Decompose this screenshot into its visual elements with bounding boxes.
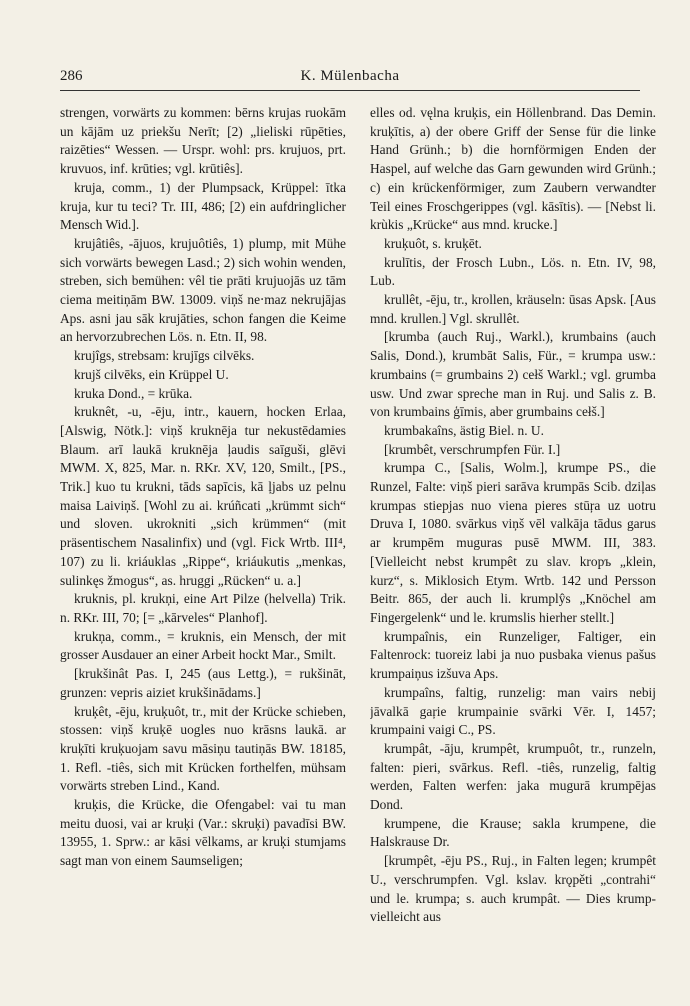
entry-paragraph: kruķis, die Krücke, die Ofengabel: vai tu man meitu duosi, vai ar kruķi (Var.: skruķi) pavadīsi BW. 13955, 1. Sprw.: ar kāsi vēlkams, ar kruķi stumjams sagt man von einem Saumseligen; <box>60 797 346 869</box>
entry-paragraph: krumbakaîns, ästig Biel. n. U. <box>384 422 544 438</box>
entry-paragraph: krukņa, comm., = kruknis, ein Mensch, der mit grosser Ausdauer an einer Arbeit hockt Mar., Smilt. <box>60 628 346 663</box>
entry-paragraph: krullêt, -ēju, tr., krollen, kräuseln: ūsas Apsk. [Aus mnd. krullen.] Vgl. skrullêt. <box>370 292 656 326</box>
page-header <box>60 68 640 91</box>
entry-paragraph: krujîgs, strebsam: krujīgs cilvēks. <box>74 348 255 364</box>
entry-paragraph: krumpa C., [Salis, Wolm.], krumpe PS., die Runzel, Falte: viņš pieri sarāva krumpās Scib. dziļas krumpas stiepjas nuo viena pieres stūŗa uz uotru Druva I, 1080. svārkus viņš vēl valkāja tādus garus ar krumpēm muguras pusē MWM. III, 383. [Vielleicht nebst krumpêt zu slav. kropъ „klein, kurz“, s. Miklosich Etym. Wrtb. 142 und Persson Beitr. 865, der auch li. krumplŷs „Knöchel am Fingergelenk“ und le. krumslis hierher stellt.] <box>370 460 656 625</box>
entry-paragraph: krujš cilvēks, ein Krüppel U. <box>74 366 229 382</box>
entry-paragraph: strengen, vorwärts zu kommen: bērns krujas ruokām un kājām uz priekšu Nerīt; [2) „lieliski rūpēties, raizēties“ Wessen. — Urspr. wohl: prs. krujuos, prt. kruvuos, inf. krūties; vgl. krūtiês]. <box>60 105 346 177</box>
entry-paragraph: krujâtiês, -ājuos, krujuôtiês, 1) plump, mit Mühe sich vorwärts bewegen Lasd.; 2) sich wohin wenden, streben, sich bemühen: vêl tie prāti krujuojās uz tām ciema meitiņām BW. 13009. viņš ne‧maz nekrujājas Aps. asni jau sāk krujāties, schon fangen die Keime an hervorzubrechen Lös. n. Etn. II, 98. <box>60 235 346 345</box>
entry-paragraph: kruķêt, -ēju, kruķuôt, tr., mit der Krücke schieben, stossen: viņš kruķē uogles nuo krāsns laukā. ar kruķīti kruķuojam savu māsiņu tautiņās BW. 18185, 1. Refl. -tiês, sich mit Krücken forthelfen, mühsam vorwärts streben Lind., Kand. <box>60 703 346 794</box>
entry-paragraph: [krumbêt, verschrumpfen Für. I.] <box>384 441 561 457</box>
entry-paragraph: [krumpêt, -ēju PS., Ruj., in Falten legen; krumpêt U., verschrumpfen. Vgl. kslav. krǫpěti „contrahi“ und le. krumpa; s. auch krumpât. — Dies krump- vielleicht aus <box>370 853 656 925</box>
entry-paragraph: kruķuôt, s. kruķēt. <box>384 235 482 251</box>
entry-paragraph: krumpaîns, faltig, runzelig: man vairs nebij jāvalkā gaŗie krumpainie svārki Vēr. I, 1457; krumpaini vaigi C., PS. <box>370 684 656 738</box>
entry-paragraph: [krumba (auch Ruj., Warkl.), krumbains (auch Salis, Dond.), krumbāt Salis, Für., = krumpa usw.: krumbains (= grumbains 2) cełš Warkl.; vgl. grumba usw. Und zwar spreche man in Ruj. und Salis z. B. von krumbains ģīmis, aber grumbains cełš.] <box>370 329 656 420</box>
left-column <box>60 104 346 994</box>
entry-paragraph: krulītis, der Frosch Lubn., Lös. n. Etn. IV, 98, Lub. <box>370 254 656 289</box>
entry-paragraph: kruknis, pl. krukņi, eine Art Pilze (helvella) Trik. n. RKr. III, 70; [= „kārveles“ Planhof]. <box>60 591 346 625</box>
running-title: K. Mülenbacha <box>300 68 400 84</box>
right-column <box>370 104 656 994</box>
entry-paragraph: krumpaînis, ein Runzeliger, Faltiger, ein Faltenrock: tuoreiz labi ja nuo pusbaka vienus pašus krumpaiņus izšuva Aps. <box>370 628 656 682</box>
entry-paragraph: [krukšinât Pas. I, 245 (aus Lettg.), = rukšināt, grunzen: vepris aiziet krukšinādams.] <box>60 666 346 700</box>
page-number: 286 <box>60 68 83 84</box>
entry-paragraph: elles od. vęlna kruķis, ein Höllenbrand. Das Demin. kruķītis, a) der obere Griff der Sense für die linke Hand Grünh.; b) die hornförmigen Enden der Haspel, auf welche das Garn gewunden wird Grünh.; c) ein krückenförmiger, zum Zaubern verwandter Teil eines Froschgerippes (vgl. kāsītis). — [Nebst li. krùkis „Krücke“ aus mnd. krucke.] <box>370 105 656 233</box>
entry-paragraph: krumpene, die Krause; sakla krumpene, die Halskrause Dr. <box>370 815 656 850</box>
entry-paragraph: krumpât, -āju, krumpêt, krumpuôt, tr., runzeln, falten: pieri, svārkus. Refl. -tiês, runzelig, faltig werden, Falten werfen: jaka mugurā krumpējas Dond. <box>370 740 656 813</box>
entry-paragraph: kruka Dond., = krūka. <box>74 385 193 401</box>
entry-paragraph: kruknêt, -u, -ēju, intr., kauern, hocken Erlaa, [Alswig, Nötk.]: viņš kruknēja tur nekustēdamies Blaum. arī laukā kruknēja ļaudis saīguši, glēvi MWM. X, 825, Mar. n. RKr. XV, 120, Smilt., [PS., Trik.] kuo tu krukni, tāds sapīcis, kā ļjabs uz pelnu maisa Laiviņš. [Wohl zu ai. krúñcati „krümmt sich“ und sloven. ukrokniti „sich krümmen“ (mit präsentischem Nasalinfix) und (vgl. Fick Wrtb. III⁴, 107) zu li. kriáuklas „Rippe“, kriáukutis „menkas, sulinkęs žmogus“, as. hruggi „Rücken“ u. a.] <box>60 404 346 588</box>
entry-paragraph: kruja, comm., 1) der Plumpsack, Krüppel: ītka kruja, kur tu teci? Tr. III, 486; [2) ein aufdringlicher Mensch Wid.]. <box>60 179 346 233</box>
